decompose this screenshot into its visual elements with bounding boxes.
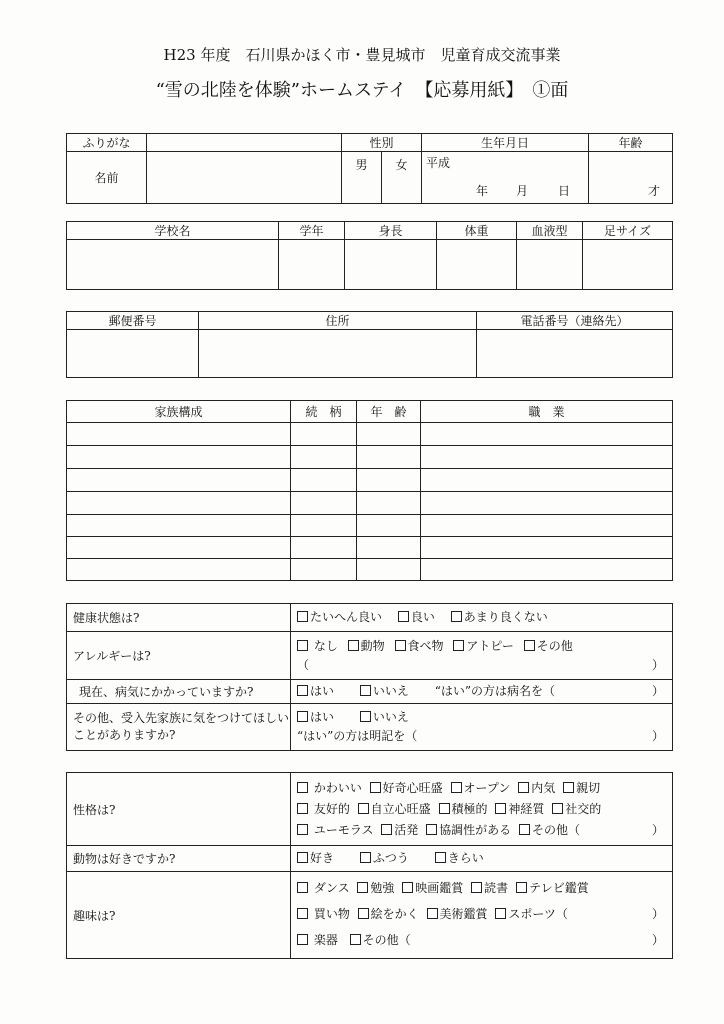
occupation-header: 職 業 [421, 401, 673, 423]
checkbox-icon[interactable] [395, 640, 406, 651]
table-row[interactable] [67, 537, 673, 559]
checkbox-option[interactable]: 友好的 [297, 799, 350, 820]
checkbox-option[interactable]: 好き [297, 849, 334, 868]
checkbox-option[interactable]: たいへん良い [297, 608, 382, 627]
table-row[interactable] [67, 515, 673, 537]
birthdate-label: 生年月日 [422, 134, 589, 152]
checkbox-icon[interactable] [360, 711, 371, 722]
allergy-question: アレルギーは? [67, 632, 291, 680]
height-header: 身長 [345, 222, 437, 240]
family-table [66, 400, 673, 581]
checkbox-icon[interactable] [427, 908, 438, 919]
checkbox-option[interactable]: 映画鑑賞 [402, 876, 463, 902]
checkbox-option[interactable]: ユーモラス [297, 820, 373, 841]
health-options [291, 604, 673, 632]
checkbox-option[interactable]: 美術鑑賞 [427, 902, 488, 928]
address-field[interactable] [199, 330, 477, 378]
checkbox-icon[interactable] [451, 611, 462, 622]
checkbox-icon[interactable] [348, 640, 359, 651]
checkbox-icon[interactable] [358, 803, 369, 814]
close-paren: ） [651, 907, 664, 922]
name-label: 名前 [67, 152, 147, 204]
phone-field[interactable] [477, 330, 673, 378]
day-label: 日 [558, 184, 571, 198]
relation-header: 続 柄 [291, 401, 357, 423]
checkbox-icon[interactable] [426, 824, 437, 835]
gender-label: 性別 [342, 134, 422, 152]
height-field[interactable] [345, 240, 437, 290]
phone-header: 電話番号（連絡先） [477, 312, 673, 330]
checkbox-icon[interactable] [453, 640, 464, 651]
family-age-header: 年 齢 [357, 401, 421, 423]
checkbox-option[interactable]: 協調性がある [426, 820, 511, 841]
checkbox-option[interactable]: あまり良くない [451, 608, 548, 627]
health-table [66, 603, 673, 751]
checkbox-option[interactable]: 社交的 [552, 799, 601, 820]
checkbox-option[interactable]: 神経質 [495, 799, 544, 820]
weight-field[interactable] [437, 240, 517, 290]
checkbox-option[interactable]: 内気 [518, 778, 555, 799]
checkbox-icon[interactable] [435, 852, 446, 863]
era-label: 平成 [426, 156, 451, 170]
age-field[interactable] [589, 152, 673, 204]
form-title: “雪の北陸を体験”ホームステイ 【応募用紙】 ①面 [155, 80, 569, 101]
checkbox-option[interactable]: 食べ物 [395, 637, 444, 656]
animals-question: 動物は好きですか? [67, 846, 291, 872]
illness-options [291, 680, 673, 704]
checkbox-option[interactable]: 買い物 [297, 902, 350, 928]
checkbox-option[interactable]: 活発 [381, 820, 418, 841]
grade-field[interactable] [279, 240, 345, 290]
checkbox-icon[interactable] [451, 782, 462, 793]
checkbox-icon[interactable] [398, 611, 409, 622]
name-field[interactable] [147, 152, 342, 204]
family-header: 家族構成 [67, 401, 291, 423]
weight-header: 体重 [437, 222, 517, 240]
checkbox-icon[interactable] [350, 934, 361, 945]
allergy-detail-field[interactable]: （ ） [297, 657, 664, 672]
checkbox-icon[interactable] [519, 824, 530, 835]
checkbox-icon[interactable] [297, 803, 308, 814]
checkbox-option[interactable]: スポーツ（ [495, 902, 568, 928]
table-row[interactable] [67, 559, 673, 581]
checkbox-icon[interactable] [357, 882, 368, 893]
checkbox-icon[interactable] [360, 685, 371, 696]
gender-male[interactable]: 男 [342, 152, 382, 204]
school-name-field[interactable] [67, 240, 279, 290]
birthdate-field[interactable] [422, 152, 589, 204]
checkbox-option[interactable]: オープン [451, 778, 511, 799]
checkbox-icon[interactable] [297, 934, 308, 945]
checkbox-option[interactable]: 親切 [563, 778, 600, 799]
hobbies-question: 趣味は? [67, 872, 291, 959]
checkbox-icon[interactable] [471, 882, 482, 893]
checkbox-option[interactable]: その他 [524, 637, 573, 656]
checkbox-option[interactable]: アトピー [453, 637, 514, 656]
checkbox-icon[interactable] [495, 803, 506, 814]
blood-type-header: 血液型 [517, 222, 583, 240]
checkbox-icon[interactable] [297, 852, 308, 863]
checkbox-icon[interactable] [495, 908, 506, 919]
other-concerns-question: その他、受入先家族に気をつけてほしいことがありますか? [67, 704, 291, 751]
checkbox-icon[interactable] [358, 908, 369, 919]
checkbox-icon[interactable] [297, 782, 308, 793]
close-paren: ） [651, 932, 664, 947]
furigana-field[interactable] [147, 134, 342, 152]
checkbox-option[interactable]: 勉強 [357, 876, 394, 902]
checkbox-option[interactable]: 読書 [471, 876, 508, 902]
checkbox-option[interactable]: ダンス [297, 876, 350, 902]
address-table [66, 311, 673, 378]
animals-options [291, 846, 673, 872]
checkbox-option[interactable]: その他（ [350, 928, 411, 954]
school-name-header: 学校名 [67, 222, 279, 240]
checkbox-option[interactable]: 動物 [348, 637, 385, 656]
hobbies-options [291, 872, 673, 959]
checkbox-option[interactable]: テレビ鑑賞 [516, 876, 589, 902]
table-row[interactable] [67, 446, 673, 469]
checkbox-icon[interactable] [516, 882, 527, 893]
checkbox-icon[interactable] [297, 711, 308, 722]
checkbox-icon[interactable] [552, 803, 563, 814]
postal-code-header: 郵便番号 [67, 312, 199, 330]
year-label: 年 [476, 184, 489, 198]
header-line1: H23 年度 石川県かほく市・豊見城市 児童育成交流事業 [163, 46, 561, 64]
shoe-size-header: 足サイズ [583, 222, 673, 240]
age-label: 年齢 [589, 134, 673, 152]
checkbox-option[interactable]: はい [297, 682, 334, 701]
checkbox-icon[interactable] [439, 803, 450, 814]
checkbox-icon[interactable] [297, 882, 308, 893]
checkbox-icon[interactable] [297, 908, 308, 919]
postal-code-field[interactable] [67, 330, 199, 378]
illness-note[interactable]: “はい”の方は病名を（ [434, 684, 555, 699]
table-row[interactable] [67, 469, 673, 492]
personality-table [66, 772, 673, 959]
checkbox-icon[interactable] [370, 782, 381, 793]
allergy-options [291, 632, 673, 680]
address-header: 住所 [199, 312, 477, 330]
blood-type-field[interactable] [517, 240, 583, 290]
close-paren: ） [651, 684, 664, 699]
checkbox-icon[interactable] [297, 640, 308, 651]
health-question: 健康状態は? [67, 604, 291, 632]
checkbox-icon[interactable] [402, 882, 413, 893]
checkbox-option[interactable]: 良い [398, 608, 435, 627]
furigana-label: ふりがな [67, 134, 147, 152]
checkbox-icon[interactable] [297, 824, 308, 835]
other-concerns-options [291, 704, 673, 751]
checkbox-option[interactable]: はい [297, 708, 334, 727]
personal-info-table [66, 133, 673, 204]
checkbox-option[interactable]: なし [297, 637, 338, 656]
checkbox-icon[interactable] [297, 685, 308, 696]
checkbox-option[interactable]: いいえ [360, 708, 409, 727]
close-paren: ） [651, 822, 664, 837]
checkbox-icon[interactable] [360, 852, 371, 863]
checkbox-option[interactable]: きらい [435, 849, 484, 868]
checkbox-option[interactable]: 絵をかく [358, 902, 419, 928]
checkbox-option[interactable]: 積極的 [439, 799, 488, 820]
checkbox-icon[interactable] [524, 640, 535, 651]
shoe-size-field[interactable] [583, 240, 673, 290]
checkbox-icon[interactable] [518, 782, 529, 793]
checkbox-option[interactable]: かわいい [297, 778, 362, 799]
checkbox-option[interactable]: 自立心旺盛 [358, 799, 431, 820]
age-unit: 才 [648, 184, 661, 198]
other-concerns-detail-field[interactable]: “はい”の方は明記を（ ） [297, 729, 664, 743]
personality-options [291, 773, 673, 846]
checkbox-icon[interactable] [381, 824, 392, 835]
table-row[interactable] [67, 423, 673, 446]
school-info-table [66, 221, 673, 290]
checkbox-option[interactable]: いいえ [360, 682, 409, 701]
gender-female[interactable]: 女 [382, 152, 422, 204]
checkbox-option[interactable]: 好奇心旺盛 [370, 778, 443, 799]
checkbox-option[interactable]: 楽器 [297, 928, 338, 954]
grade-header: 学年 [279, 222, 345, 240]
checkbox-option[interactable]: その他（ [519, 820, 580, 841]
checkbox-icon[interactable] [297, 611, 308, 622]
personality-question: 性格は? [67, 773, 291, 846]
checkbox-icon[interactable] [563, 782, 574, 793]
table-row[interactable] [67, 492, 673, 515]
month-label: 月 [516, 184, 529, 198]
checkbox-option[interactable]: ふつう [360, 849, 409, 868]
illness-question: 現在、病気にかかっていますか? [67, 680, 291, 704]
